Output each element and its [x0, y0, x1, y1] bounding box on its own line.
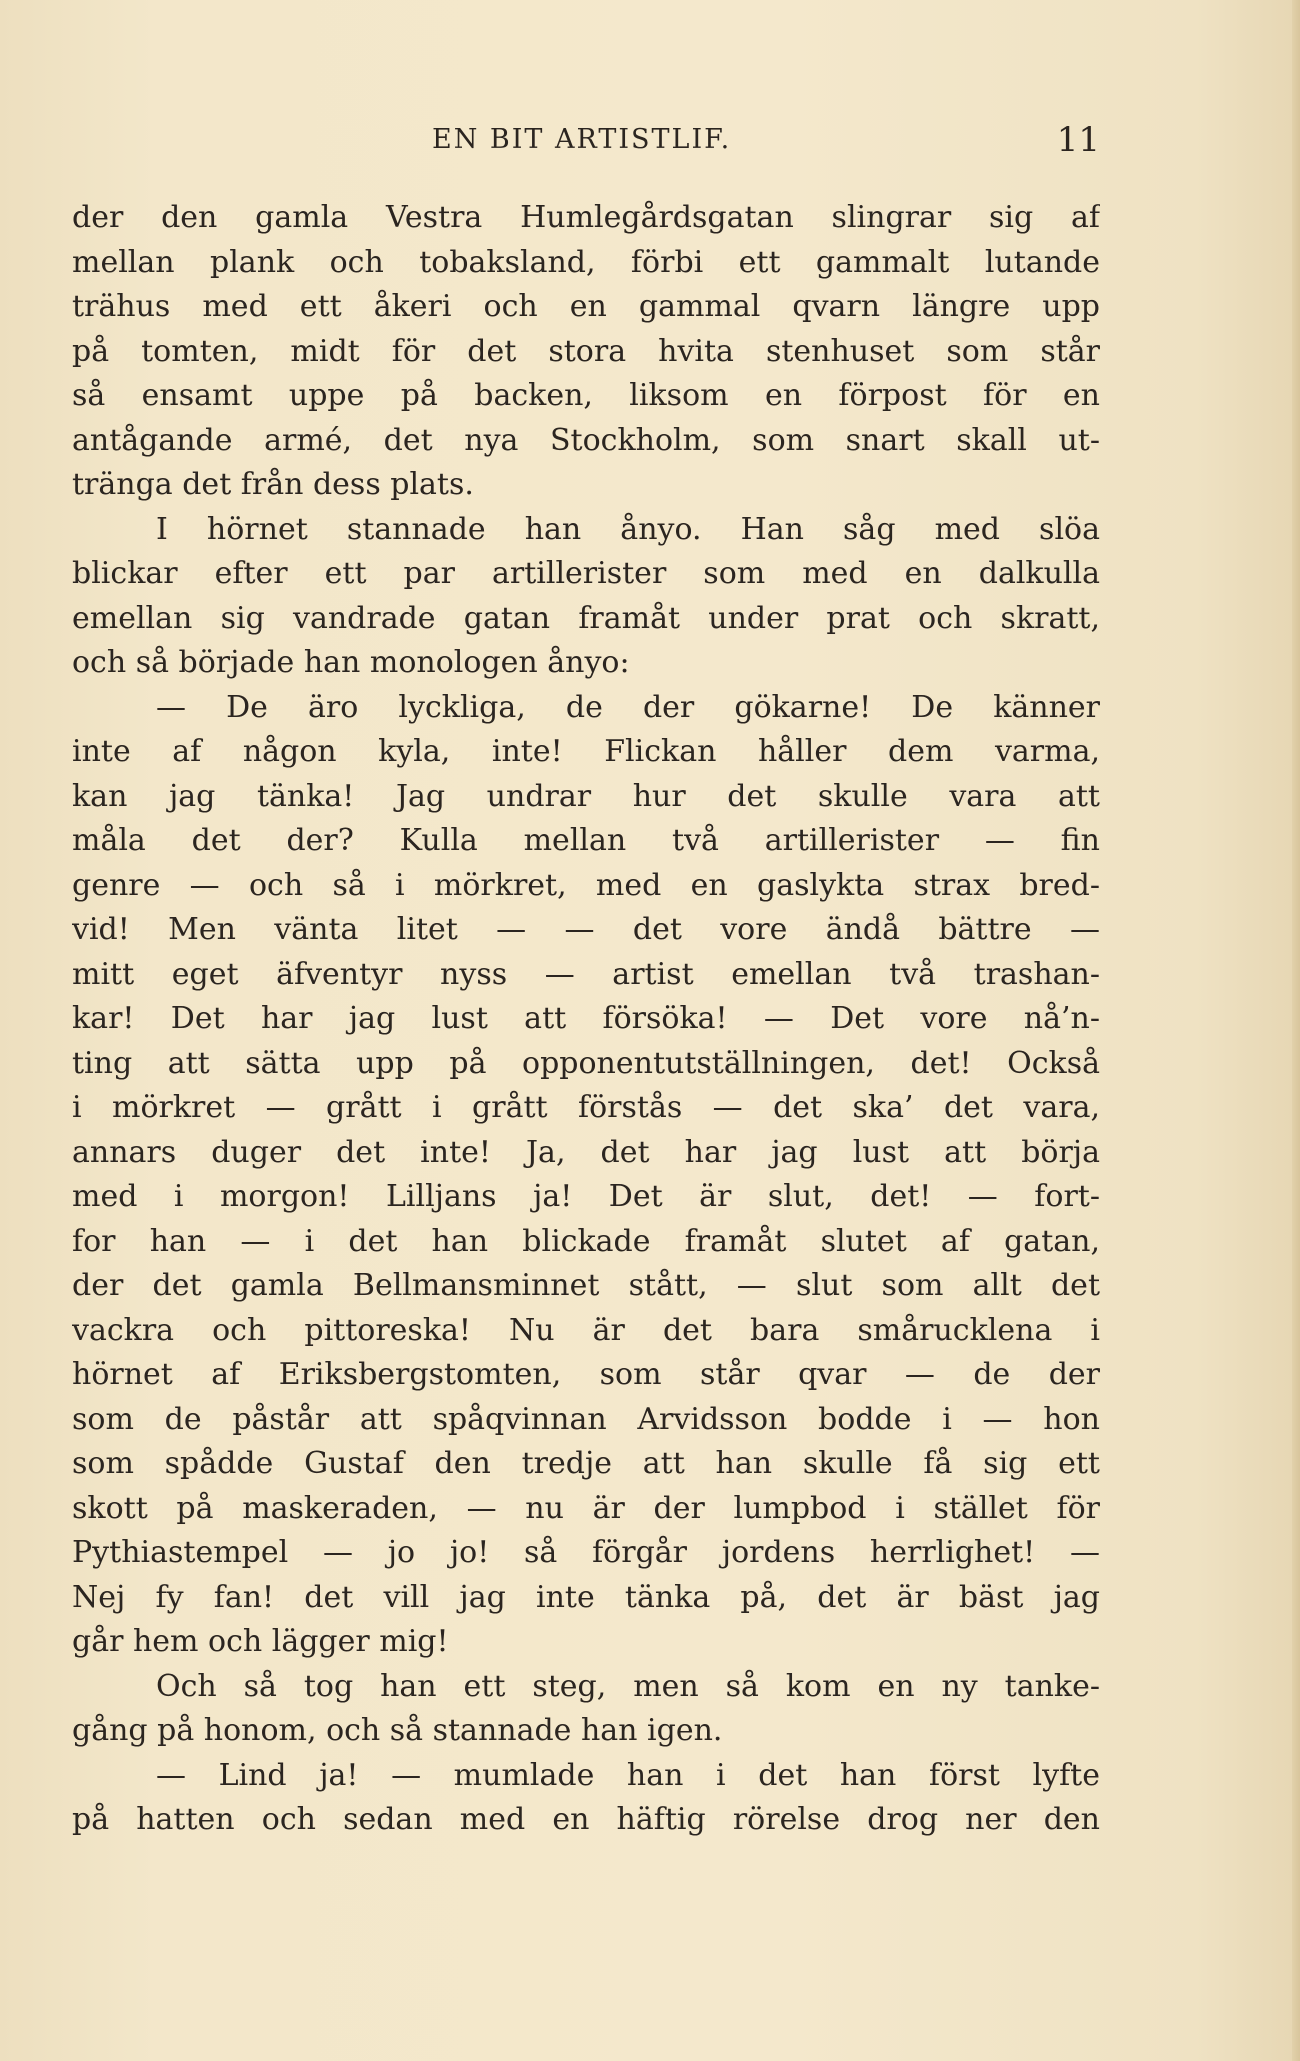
page-number: 11 — [1056, 120, 1100, 160]
text-line: Nej fy fan! det vill jag inte tänka på, det är bäst jag — [72, 1579, 1100, 1615]
text-line: for han — i det han blickade framåt slutet af gatan, — [72, 1223, 1100, 1259]
text-line: kan jag tänka! Jag undrar hur det skulle vara att — [72, 778, 1100, 814]
text-line: hörnet af Eriksbergstomten, som står qvar — de der — [72, 1357, 1100, 1392]
text-line: så ensamt uppe på backen, liksom en förpost för en — [72, 378, 1100, 413]
text-line: i mörkret — grått i grått förstås — det ska’ det vara, — [72, 1090, 1100, 1125]
text-line: — De äro lyckliga, de der gökarne! De känner — [156, 689, 1100, 725]
text-line: — Lind ja! — mumlade han i det han först lyfte — [156, 1757, 1100, 1793]
text-line: annars duger det inte! Ja, det har jag lust att börja — [72, 1134, 1100, 1170]
text-line: kar! Det har jag lust att försöka! — Det vore nå’n- — [72, 1001, 1100, 1036]
text-line: vackra och pittoreska! Nu är det bara smårucklena i — [72, 1312, 1100, 1348]
text-line: inte af någon kyla, inte! Flickan håller dem varma, — [72, 734, 1100, 769]
text-line: blickar efter ett par artillerister som med en dalkulla — [72, 556, 1100, 591]
text-line: på hatten och sedan med en häftig rörelse drog ner den — [72, 1802, 1100, 1837]
text-line: med i morgon! Lilljans ja! Det är slut, det! — fort- — [72, 1179, 1100, 1214]
text-line: gång på honom, och så stannade han igen. — [72, 1713, 723, 1748]
text-line: ting att sätta upp på opponentutställningen, det! Också — [72, 1045, 1100, 1081]
text-line: tränga det från dess plats. — [72, 467, 474, 502]
body-text — [72, 196, 1100, 1843]
page-header — [72, 120, 1100, 168]
page-edge — [1292, 0, 1300, 2061]
text-line: genre — och så i mörkret, med en gaslykta strax bred- — [72, 867, 1100, 903]
text-line: emellan sig vandrade gatan framåt under prat och skratt, — [72, 600, 1100, 636]
text-line: och så började han monologen ånyo: — [72, 645, 630, 680]
text-line: trähus med ett åkeri och en gammal qvarn längre upp — [72, 289, 1100, 324]
text-line: Och så tog han ett steg, men så kom en ny tanke- — [156, 1668, 1100, 1704]
text-line: som spådde Gustaf den tredje att han skulle få sig ett — [72, 1446, 1100, 1481]
text-line: på tomten, midt för det stora hvita stenhuset som står — [72, 333, 1100, 369]
text-line: antågande armé, det nya Stockholm, som snart skall ut- — [72, 422, 1100, 458]
running-title: EN BIT ARTISTLIF. — [432, 124, 732, 155]
text-line: der den gamla Vestra Humlegårdsgatan slingrar sig af — [72, 200, 1100, 235]
text-line: I hörnet stannade han ånyo. Han såg med slöa — [156, 511, 1100, 547]
text-line: måla det der? Kulla mellan två artillerister — fin — [72, 823, 1100, 858]
text-line: mitt eget äfventyr nyss — artist emellan två trashan- — [72, 956, 1100, 992]
text-line: skott på maskeraden, — nu är der lumpbod i stället för — [72, 1490, 1100, 1526]
text-line: som de påstår att spåqvinnan Arvidsson bodde i — hon — [72, 1401, 1100, 1437]
text-line: går hem och lägger mig! — [72, 1624, 449, 1659]
text-line: vid! Men vänta litet — — det vore ändå bättre — — [72, 912, 1100, 947]
text-line: mellan plank och tobaksland, förbi ett gammalt lutande — [72, 244, 1100, 280]
text-line: Pythiastempel — jo jo! så förgår jordens herrlighet! — — [72, 1535, 1100, 1570]
text-line: der det gamla Bellmansminnet stått, — slut som allt det — [72, 1268, 1100, 1303]
